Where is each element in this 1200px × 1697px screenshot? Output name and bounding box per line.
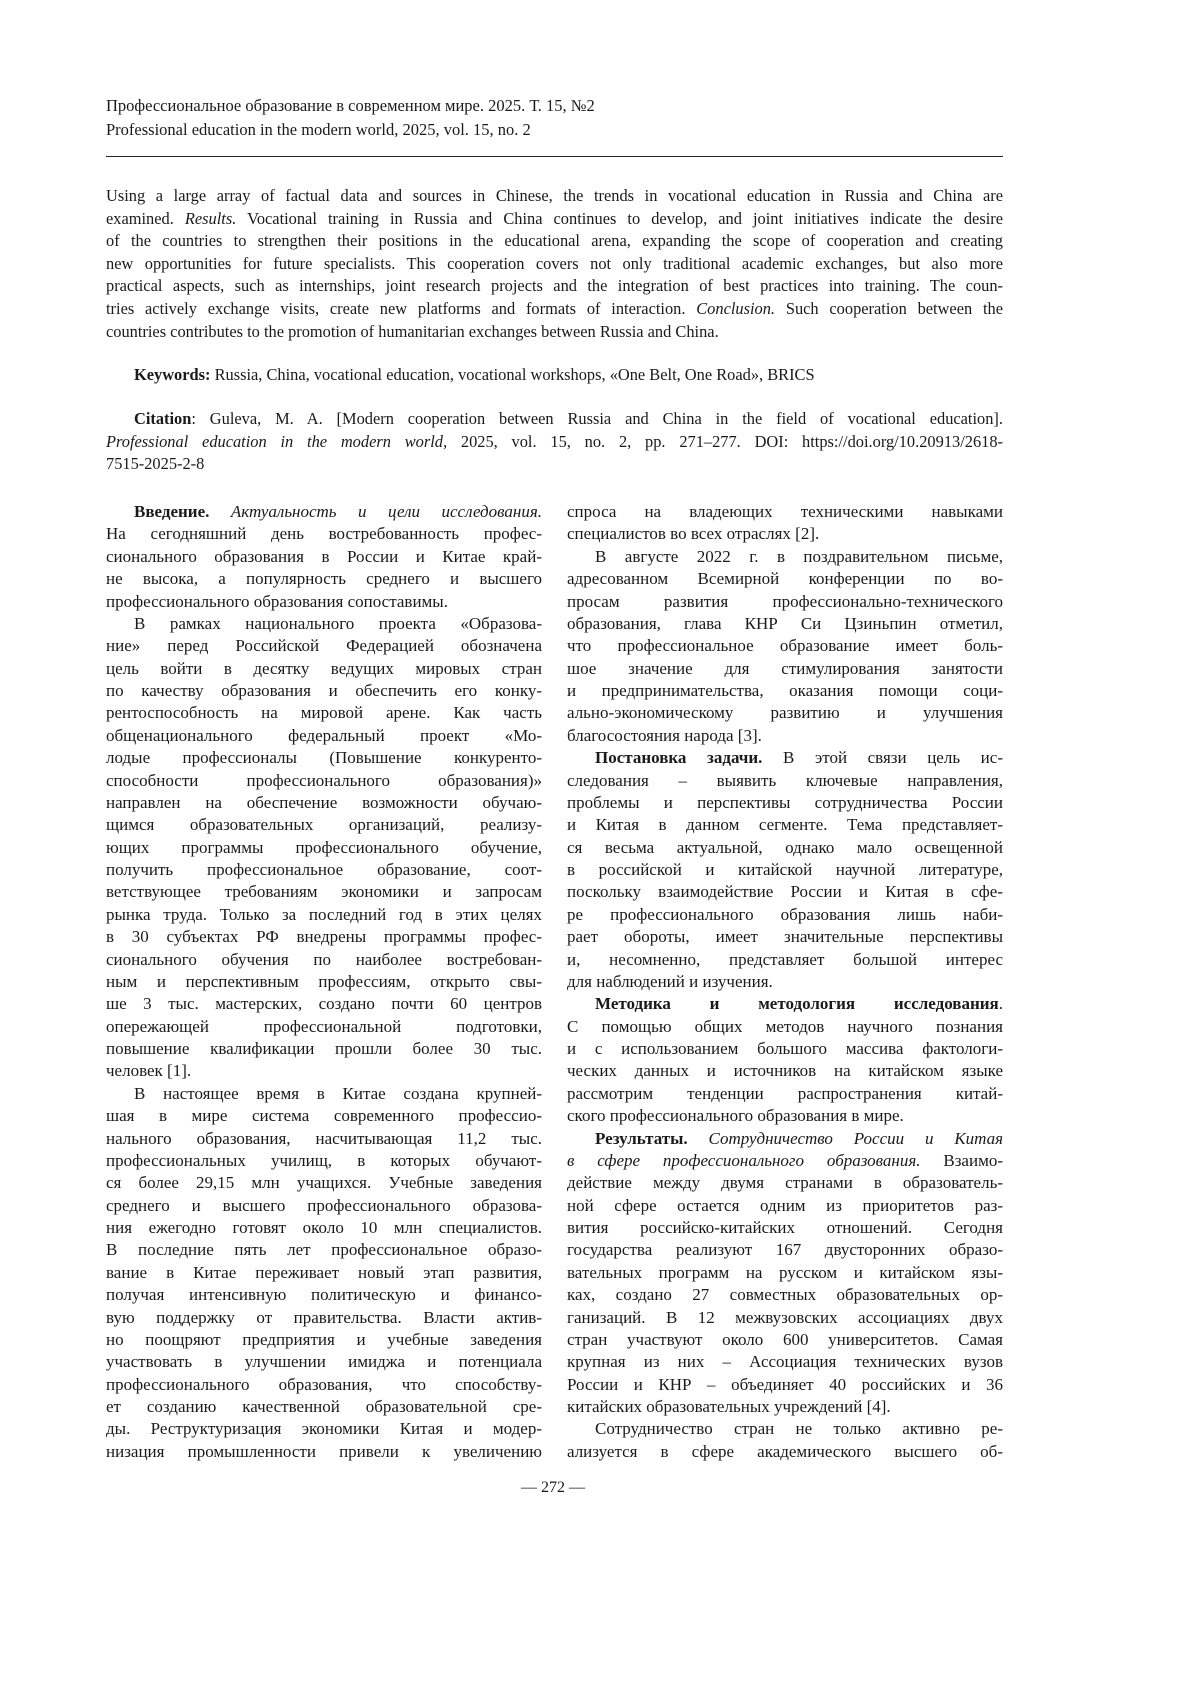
paragraph <box>106 364 1003 387</box>
text-line: повышение квалификации прошли более 30 тыс. <box>106 1038 542 1060</box>
text-line: 7515-2025-2-8 <box>106 453 1003 476</box>
text-line <box>106 298 1003 321</box>
text-line: опережающей профессиональной подготовки, <box>106 1016 542 1038</box>
paragraph <box>567 546 1003 747</box>
text-line: и, несомненно, представляет большой интерес <box>567 949 1003 971</box>
italic-text: Results. <box>185 209 236 228</box>
text-line: ся весьма актуальной, однако мало освещенной <box>567 837 1003 859</box>
text-line: но поощряют предприятия и учебные заведения <box>106 1329 542 1351</box>
paragraph <box>106 613 542 1083</box>
bold-heading: Введение. <box>134 502 209 521</box>
text-line: ным и перспективным профессиям, открыто свы- <box>106 971 542 993</box>
text-run <box>209 502 231 521</box>
text-line: ет созданию качественной образовательной сре- <box>106 1396 542 1418</box>
text-line: сионального обучения по наиболее востребован- <box>106 949 542 971</box>
text-line: ние» перед Российской Федерацией обозначена <box>106 635 542 657</box>
text-line: и предпринимательства, оказания помощи соци- <box>567 680 1003 702</box>
italic-text: Актуальность и цели исследования. <box>231 502 542 521</box>
text-run <box>688 1129 709 1148</box>
text-line: шая в мире система современного профессио- <box>106 1105 542 1127</box>
text-line: ной сфере остается одним из приоритетов раз- <box>567 1195 1003 1217</box>
paragraph <box>567 747 1003 993</box>
text-line: С помощью общих методов научного познания <box>567 1016 1003 1038</box>
italic-text: Сотрудничество России и Китая <box>708 1129 1003 1148</box>
text-line: В последние пять лет профессиональное образо- <box>106 1239 542 1261</box>
text-line <box>567 993 1003 1015</box>
text-line: Using a large array of factual data and sources in Chinese, the trends in vocational education in Russia and China are <box>106 185 1003 208</box>
paragraph <box>106 408 1003 476</box>
text-run: . <box>999 994 1003 1013</box>
text-line: государства реализуют 167 двусторонних образо- <box>567 1239 1003 1261</box>
paragraph <box>567 501 1003 546</box>
text-line: благосостояния народа [3]. <box>567 725 1003 747</box>
text-line: получая интенсивную политическую и финансо- <box>106 1284 542 1306</box>
text-line: ализуется в сфере академического высшего об- <box>567 1441 1003 1463</box>
text-line: рает обороты, имеет значительные перспективы <box>567 926 1003 948</box>
running-header <box>106 94 595 142</box>
text-line: китайских образовательных учреждений [4]. <box>567 1396 1003 1418</box>
text-line: в российской и китайской научной литературе, <box>567 859 1003 881</box>
bold-heading: Keywords: <box>134 365 210 384</box>
text-line: профессионального образования сопоставимы. <box>106 591 542 613</box>
italic-text: Conclusion. <box>696 299 775 318</box>
text-line: of the countries to strengthen their positions in the educational arena, expanding the scope of cooperation and creating <box>106 230 1003 253</box>
text-line <box>567 747 1003 769</box>
text-line: просам развития профессионально-технического <box>567 591 1003 613</box>
text-line: На сегодняшний день востребованность профес- <box>106 523 542 545</box>
bold-heading: Постановка задачи. <box>595 748 762 767</box>
paragraph <box>567 1418 1003 1463</box>
text-line: в 30 субъектах РФ внедрены программы профес- <box>106 926 542 948</box>
text-line: человек [1]. <box>106 1060 542 1082</box>
bold-heading: Citation <box>134 409 191 428</box>
text-line <box>567 1150 1003 1172</box>
paragraph <box>106 501 542 613</box>
text-line: не высока, а популярность среднего и высшего <box>106 568 542 590</box>
text-line <box>106 208 1003 231</box>
text-run: 2025, vol. 15, no. 2, pp. 271–277. DOI: https://doi.org/10.20913/2618- <box>447 432 1003 451</box>
text-line: ния ежегодно готовят около 10 млн специалистов. <box>106 1217 542 1239</box>
text-line: профессиональных училищ, в которых обучают- <box>106 1150 542 1172</box>
text-line: вательных программ на русском и китайском язы- <box>567 1262 1003 1284</box>
text-line: способности профессионального образования)» <box>106 770 542 792</box>
text-line: вание в Китае переживает новый этап развития, <box>106 1262 542 1284</box>
text-line: цель войти в десятку ведущих мировых стран <box>106 658 542 680</box>
text-line: рынка труда. Только за последний год в этих целях <box>106 904 542 926</box>
text-line: лодые профессионалы (Повышение конкуренто- <box>106 747 542 769</box>
text-line: России и КНР – объединяет 40 российских и 36 <box>567 1374 1003 1396</box>
text-line: ветствующее требованиям экономики и запросам <box>106 881 542 903</box>
text-line: В настоящее время в Китае создана крупней- <box>106 1083 542 1105</box>
text-line: рассмотрим тенденции распространения китай- <box>567 1083 1003 1105</box>
text-line: поскольку взаимодействие России и Китая в сфе- <box>567 881 1003 903</box>
text-line: образования, глава КНР Си Цзиньпин отметил, <box>567 613 1003 635</box>
text-line: направлен на обеспечение возможности обучаю- <box>106 792 542 814</box>
text-line: щимся образовательных организаций, реализу- <box>106 814 542 836</box>
text-line: следования – выявить ключевые направления, <box>567 770 1003 792</box>
text-line: участвовать в улучшении имиджа и потенциала <box>106 1351 542 1373</box>
text-line: В августе 2022 г. в поздравительном письме, <box>567 546 1003 568</box>
text-line <box>106 501 542 523</box>
italic-text: Professional education in the modern world, <box>106 432 447 451</box>
text-line: ющих программы профессионального обучение, <box>106 837 542 859</box>
text-line <box>106 408 1003 431</box>
text-run: Взаимо- <box>921 1151 1004 1170</box>
text-line: ского профессионального образования в мире. <box>567 1105 1003 1127</box>
italic-text: в сфере профессионального образования. <box>567 1151 921 1170</box>
text-line: и Китая в данном сегменте. Тема представляет- <box>567 814 1003 836</box>
text-line: низация промышленности привели к увеличению <box>106 1441 542 1463</box>
text-run: : Guleva, M. A. [Modern cooperation between Russia and China in the field of vocational education]. <box>191 409 1003 428</box>
text-line: ках, создано 27 совместных образовательных ор- <box>567 1284 1003 1306</box>
paragraph <box>567 993 1003 1127</box>
text-line: вую поддержку от правительства. Власти актив- <box>106 1307 542 1329</box>
header-divider <box>106 156 1003 157</box>
text-line: В рамках национального проекта «Образова- <box>106 613 542 635</box>
text-line: ческих данных и источников на китайском языке <box>567 1060 1003 1082</box>
text-line: countries contributes to the promotion of humanitarian exchanges between Russia and China. <box>106 321 1003 344</box>
keywords <box>106 364 1003 387</box>
text-line: practical aspects, such as internships, joint research projects and the integration of best practices into training. The coun- <box>106 275 1003 298</box>
text-line: действие между двумя странами в образователь- <box>567 1172 1003 1194</box>
paragraph <box>106 185 1003 343</box>
body-column-left <box>106 501 542 1463</box>
text-line: проблемы и перспективы сотрудничества России <box>567 792 1003 814</box>
text-line: ды. Реструктуризация экономики Китая и модер- <box>106 1418 542 1440</box>
text-line: new opportunities for future specialists. This cooperation covers not only traditional academic exchanges, but also more <box>106 253 1003 276</box>
text-line: профессионального образования, что способству- <box>106 1374 542 1396</box>
text-line: по качеству образования и обеспечить его конку- <box>106 680 542 702</box>
text-line: спроса на владеющих техническими навыками <box>567 501 1003 523</box>
text-run: Such cooperation between the <box>775 299 1003 318</box>
text-line: адресованном Всемирной конференции по во- <box>567 568 1003 590</box>
citation <box>106 408 1003 476</box>
text-run: tries actively exchange visits, create new platforms and formats of interaction. <box>106 299 696 318</box>
text-line <box>106 431 1003 454</box>
text-run: Vocational training in Russia and China continues to develop, and joint initiatives indicate the desire <box>236 209 1003 228</box>
header-title-en: Professional education in the modern world, 2025, vol. 15, no. 2 <box>106 118 595 142</box>
text-line: стран участвуют около 600 университетов. Самая <box>567 1329 1003 1351</box>
body-column-right <box>567 501 1003 1463</box>
text-line: среднего и высшего профессионального образова- <box>106 1195 542 1217</box>
text-line: получить профессиональное образование, соот- <box>106 859 542 881</box>
text-line: ше 3 тыс. мастерских, создано почти 60 центров <box>106 993 542 1015</box>
text-line: ально-экономическому развитию и улучшения <box>567 702 1003 724</box>
paragraph <box>106 1083 542 1463</box>
text-line: крупная из них – Ассоциация технических вузов <box>567 1351 1003 1373</box>
text-line <box>567 1128 1003 1150</box>
text-line: общенационального федеральный проект «Мо- <box>106 725 542 747</box>
text-line: вития российско-китайских отношений. Сегодня <box>567 1217 1003 1239</box>
page-number: — 272 — <box>0 1479 1106 1497</box>
text-line: что профессиональное образование имеет боль- <box>567 635 1003 657</box>
bold-heading: Результаты. <box>595 1129 688 1148</box>
text-line: Сотрудничество стран не только активно ре- <box>567 1418 1003 1440</box>
text-line: сионального образования в России и Китае край- <box>106 546 542 568</box>
text-line: шое значение для стимулирования занятости <box>567 658 1003 680</box>
text-line: ганизаций. В 12 межвузовских ассоциациях двух <box>567 1307 1003 1329</box>
text-run: В этой связи цель ис- <box>762 748 1003 767</box>
paragraph <box>567 1128 1003 1419</box>
text-line: для наблюдений и изучения. <box>567 971 1003 993</box>
text-line: рентоспособность на мировой арене. Как часть <box>106 702 542 724</box>
text-line: нального образования, насчитывающая 11,2 тыс. <box>106 1128 542 1150</box>
text-run: examined. <box>106 209 185 228</box>
text-run: Russia, China, vocational education, vocational workshops, «One Belt, One Road», BRICS <box>210 365 814 384</box>
bold-heading: Методика и методология исследования <box>595 994 999 1013</box>
text-line: ре профессионального образования лишь наби- <box>567 904 1003 926</box>
text-line: и с использованием большого массива фактологи- <box>567 1038 1003 1060</box>
text-line: специалистов во всех отраслях [2]. <box>567 523 1003 545</box>
text-line: ся более 29,15 млн учащихся. Учебные заведения <box>106 1172 542 1194</box>
header-title-ru: Профессиональное образование в современном мире. 2025. Т. 15, №2 <box>106 94 595 118</box>
abstract <box>106 185 1003 343</box>
text-line <box>106 364 1003 387</box>
